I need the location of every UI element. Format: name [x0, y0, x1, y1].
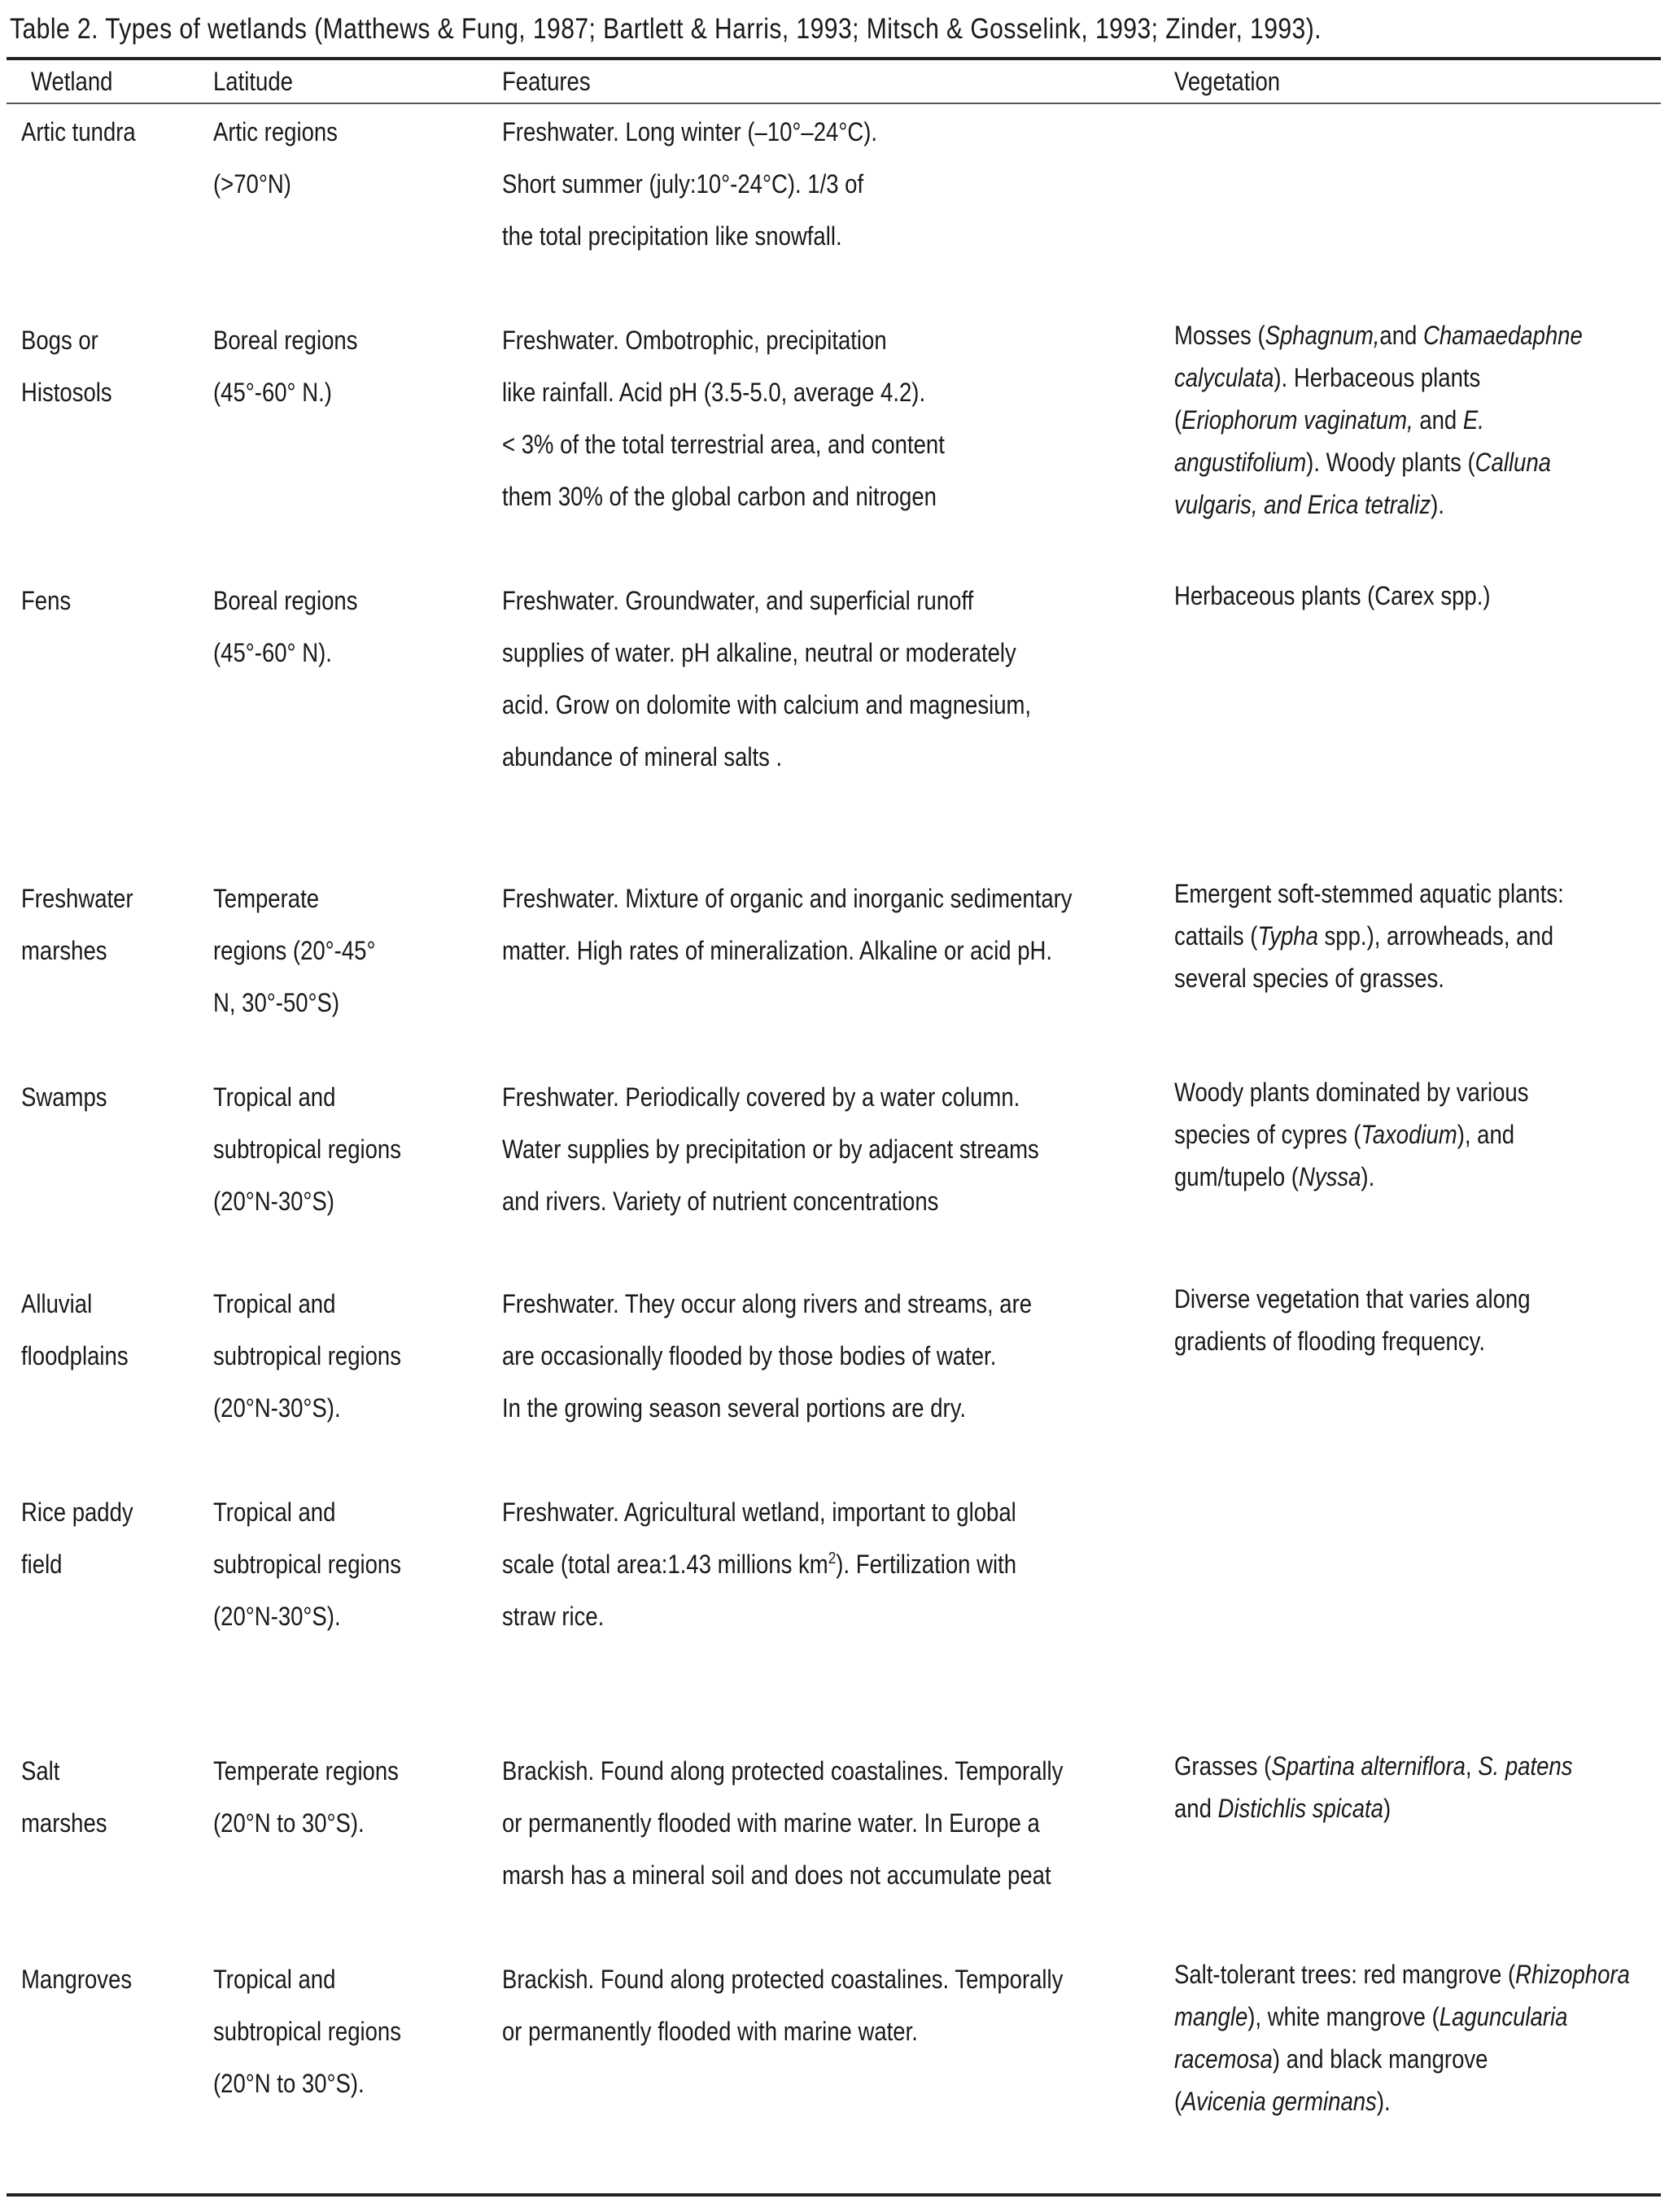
cell-line: Emergent soft-stemmed aquatic plants: [1174, 879, 1564, 908]
cell-wetland [21, 1278, 129, 1382]
cell-line: vulgaris, and Erica tetraliz). [1174, 490, 1444, 519]
cell-line: (20°N to 30°S). [213, 2069, 365, 2098]
cell-line: Brackish. Found along protected coastalines. Temporally [502, 1756, 1064, 1786]
cell-line: straw rice. [502, 1602, 605, 1631]
cell-wetland [21, 1071, 107, 1123]
cell-line: Freshwater. Agricultural wetland, important to global [502, 1497, 1016, 1527]
cell-features [502, 106, 877, 262]
cell-line: and rivers. Variety of nutrient concentrations [502, 1187, 939, 1216]
cell-line: (45°-60° N). [213, 638, 332, 667]
cell-line: Herbaceous plants (Carex spp.) [1174, 581, 1491, 610]
cell-line: Temperate [213, 884, 320, 913]
cell-features [502, 1278, 1032, 1434]
cell-wetland [21, 314, 112, 418]
cell-line: < 3% of the total terrestrial area, and content [502, 430, 945, 459]
cell-line: floodplains [21, 1341, 129, 1370]
cell-line: the total precipitation like snowfall. [502, 221, 842, 251]
cell-line: N, 30°-50°S) [213, 988, 340, 1017]
cell-line: Grasses (Spartina alterniflora, S. patens [1174, 1751, 1573, 1781]
cell-line: and Distichlis spicata) [1174, 1794, 1392, 1823]
cell-line: (20°N-30°S). [213, 1393, 341, 1423]
cell-line: cattails (Typha spp.), arrowheads, and [1174, 921, 1554, 951]
cell-features [502, 575, 1031, 783]
cell-latitude [213, 1071, 401, 1227]
cell-vegetation [1174, 314, 1583, 526]
cell-latitude [213, 106, 338, 210]
table-caption: Table 2. Types of wetlands (Matthews & Fung, 1987; Bartlett & Harris, 1993; Mitsch & Gosselink, 1993; Zinder, 1993). [10, 13, 1322, 45]
cell-line: or permanently flooded with marine water. In Europe a [502, 1808, 1040, 1838]
cell-wetland [21, 575, 71, 627]
header-latitude: Latitude [213, 67, 293, 96]
cell-line: Short summer (july:10°-24°C). 1/3 of [502, 169, 864, 199]
cell-line: Fens [21, 586, 72, 615]
cell-line: Water supplies by precipitation or by adjacent streams [502, 1134, 1039, 1164]
cell-line: subtropical regions [213, 1341, 401, 1370]
cell-latitude [213, 872, 375, 1029]
cell-line: subtropical regions [213, 1134, 401, 1164]
cell-line: subtropical regions [213, 1550, 401, 1579]
cell-line: Temperate regions [213, 1756, 399, 1786]
cell-line: mangle), white mangrove (Laguncularia [1174, 2002, 1568, 2031]
cell-line: Alluvial [21, 1289, 93, 1318]
cell-line: abundance of mineral salts . [502, 742, 783, 772]
cell-line: Brackish. Found along protected coastalines. Temporally [502, 1965, 1064, 1994]
cell-latitude [213, 314, 357, 418]
cell-line: Histosols [21, 378, 112, 407]
cell-features [502, 1071, 1039, 1227]
cell-vegetation [1174, 1278, 1531, 1362]
cell-line: Freshwater. Mixture of organic and inorganic sedimentary [502, 884, 1073, 913]
cell-line: regions (20°-45° [213, 936, 376, 965]
cell-vegetation [1174, 1745, 1572, 1829]
cell-line: angustifolium). Woody plants (Calluna [1174, 448, 1551, 477]
cell-line: Diverse vegetation that varies along [1174, 1284, 1531, 1314]
cell-line: (Avicenia germinans). [1174, 2087, 1391, 2116]
bottom-rule [7, 2193, 1661, 2197]
cell-features [502, 872, 1073, 977]
cell-line: like rainfall. Acid pH (3.5-5.0, average 4.2). [502, 378, 926, 407]
cell-line: Boreal regions [213, 326, 358, 355]
cell-wetland [21, 1745, 107, 1849]
cell-line: or permanently flooded with marine water. [502, 2017, 918, 2046]
cell-wetland [21, 1953, 132, 2005]
cell-line: Woody plants dominated by various [1174, 1078, 1529, 1107]
cell-line: matter. High rates of mineralization. Alkaline or acid pH. [502, 936, 1053, 965]
header-wetland: Wetland [31, 67, 113, 96]
cell-latitude [213, 1278, 401, 1434]
header-rule [7, 103, 1661, 104]
cell-line: supplies of water. pH alkaline, neutral or moderately [502, 638, 1016, 667]
cell-vegetation [1174, 1071, 1528, 1198]
cell-line: gradients of flooding frequency. [1174, 1327, 1485, 1356]
cell-line: Freshwater. They occur along rivers and streams, are [502, 1289, 1033, 1318]
cell-wetland [21, 1486, 133, 1590]
cell-line: marsh has a mineral soil and does not accumulate peat [502, 1860, 1051, 1890]
header-features: Features [502, 67, 591, 96]
cell-line: Artic tundra [21, 117, 136, 146]
header-vegetation: Vegetation [1174, 67, 1281, 96]
cell-vegetation [1174, 1953, 1630, 2122]
cell-line: Freshwater [21, 884, 133, 913]
cell-line: Mangroves [21, 1965, 133, 1994]
cell-line: Rice paddy [21, 1497, 133, 1527]
cell-line: racemosa) and black mangrove [1174, 2044, 1488, 2074]
cell-line: Tropical and [213, 1289, 336, 1318]
cell-line: marshes [21, 1808, 107, 1838]
cell-vegetation [1174, 575, 1491, 617]
cell-line: Tropical and [213, 1082, 336, 1112]
cell-line: calyculata). Herbaceous plants [1174, 363, 1481, 392]
cell-line: Freshwater. Periodically covered by a water column. [502, 1082, 1020, 1112]
cell-line: are occasionally flooded by those bodies of water. [502, 1341, 997, 1370]
cell-line: several species of grasses. [1174, 964, 1444, 993]
cell-line: Tropical and [213, 1497, 336, 1527]
cell-line: Tropical and [213, 1965, 336, 1994]
cell-line: Salt-tolerant trees: red mangrove (Rhizophora [1174, 1960, 1630, 1989]
cell-latitude [213, 1953, 401, 2109]
cell-features [502, 1745, 1063, 1901]
cell-line: them 30% of the global carbon and nitrogen [502, 482, 937, 511]
cell-line: scale (total area:1.43 millions $km^2$). Fertilization with [502, 1550, 1017, 1579]
cell-line: acid. Grow on dolomite with calcium and magnesium, [502, 690, 1032, 719]
cell-line: gum/tupelo (Nyssa). [1174, 1162, 1375, 1191]
cell-line: Boreal regions [213, 586, 358, 615]
cell-line: (>70°N) [213, 169, 291, 199]
cell-line: field [21, 1550, 63, 1579]
cell-line: Bogs or [21, 326, 98, 355]
cell-line: Freshwater. Groundwater, and superficial runoff [502, 586, 974, 615]
cell-line: Freshwater. Long winter (–10°–24°C). [502, 117, 878, 146]
cell-latitude [213, 1745, 399, 1849]
cell-line: marshes [21, 936, 107, 965]
cell-line: (20°N-30°S). [213, 1602, 341, 1631]
cell-latitude [213, 575, 357, 679]
cell-features [502, 314, 945, 522]
cell-line: species of cypres (Taxodium), and [1174, 1120, 1515, 1149]
cell-line: Swamps [21, 1082, 107, 1112]
cell-line: subtropical regions [213, 2017, 401, 2046]
cell-wetland [21, 106, 136, 158]
cell-line: (45°-60° N.) [213, 378, 332, 407]
cell-features [502, 1486, 1016, 1642]
cell-vegetation [1174, 872, 1564, 999]
cell-latitude [213, 1486, 401, 1642]
cell-wetland [21, 872, 133, 977]
cell-line: Mosses (Sphagnum,and Chamaedaphne [1174, 321, 1583, 350]
cell-line: (Eriophorum vaginatum, and E. [1174, 405, 1484, 435]
cell-line: Freshwater. Ombotrophic, precipitation [502, 326, 887, 355]
cell-line: (20°N to 30°S). [213, 1808, 365, 1838]
cell-line: Artic regions [213, 117, 338, 146]
cell-line: (20°N-30°S) [213, 1187, 334, 1216]
cell-line: Salt [21, 1756, 60, 1786]
cell-line: In the growing season several portions are dry. [502, 1393, 967, 1423]
cell-features [502, 1953, 1063, 2057]
